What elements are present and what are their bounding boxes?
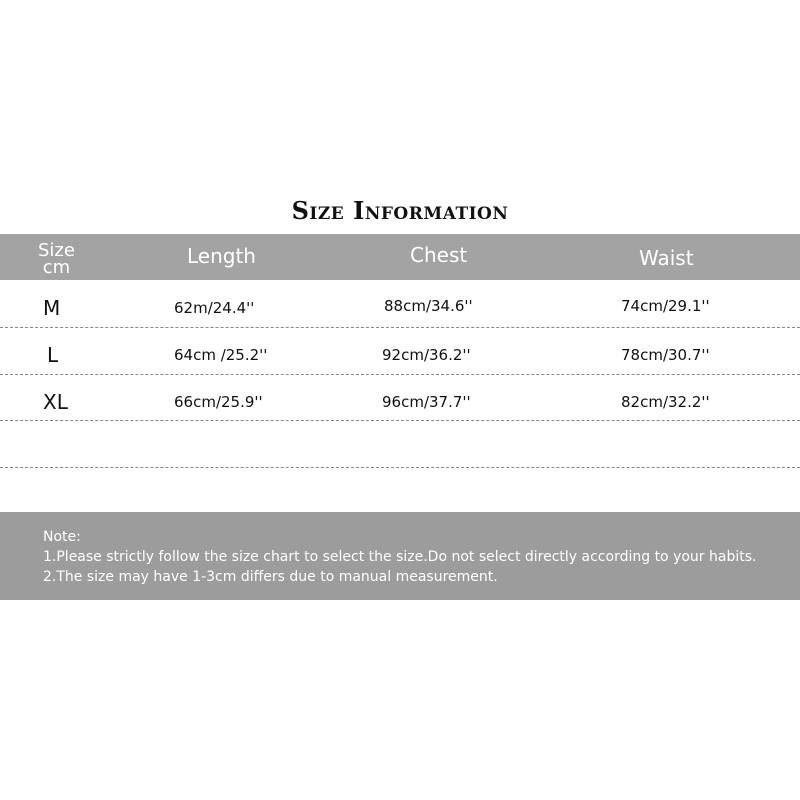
row-chest-m: 88cm/34.6'' — [384, 297, 473, 315]
row-length-l: 64cm /25.2'' — [174, 346, 268, 364]
note-label: Note: — [43, 529, 81, 545]
header-size-label: Size — [38, 240, 75, 261]
row-length-xl: 66cm/25.9'' — [174, 393, 263, 411]
note-line-1: 1.Please strictly follow the size chart to select the size.Do not select directly according to your habits. — [43, 549, 757, 565]
header-size — [38, 242, 75, 276]
row-divider — [0, 327, 800, 328]
page-title: Size Information — [291, 196, 509, 225]
row-size-m: M — [43, 296, 61, 320]
header-length: Length — [187, 244, 256, 268]
row-chest-xl: 96cm/37.7'' — [382, 393, 471, 411]
row-chest-l: 92cm/36.2'' — [382, 346, 471, 364]
header-chest: Chest — [410, 243, 468, 267]
table-header — [0, 234, 800, 280]
note-line-2: 2.The size may have 1-3cm differs due to manual measurement. — [43, 569, 498, 585]
row-divider — [0, 420, 800, 421]
header-waist: Waist — [639, 246, 694, 270]
row-waist-l: 78cm/30.7'' — [621, 346, 710, 364]
row-waist-xl: 82cm/32.2'' — [621, 393, 710, 411]
row-size-xl: XL — [43, 390, 68, 414]
header-size-unit: cm — [42, 257, 71, 278]
row-size-l: L — [47, 343, 59, 367]
row-divider — [0, 374, 800, 375]
note-box — [0, 512, 800, 600]
row-length-m: 62m/24.4'' — [174, 299, 255, 317]
row-waist-m: 74cm/29.1'' — [621, 297, 710, 315]
row-divider — [0, 467, 800, 468]
